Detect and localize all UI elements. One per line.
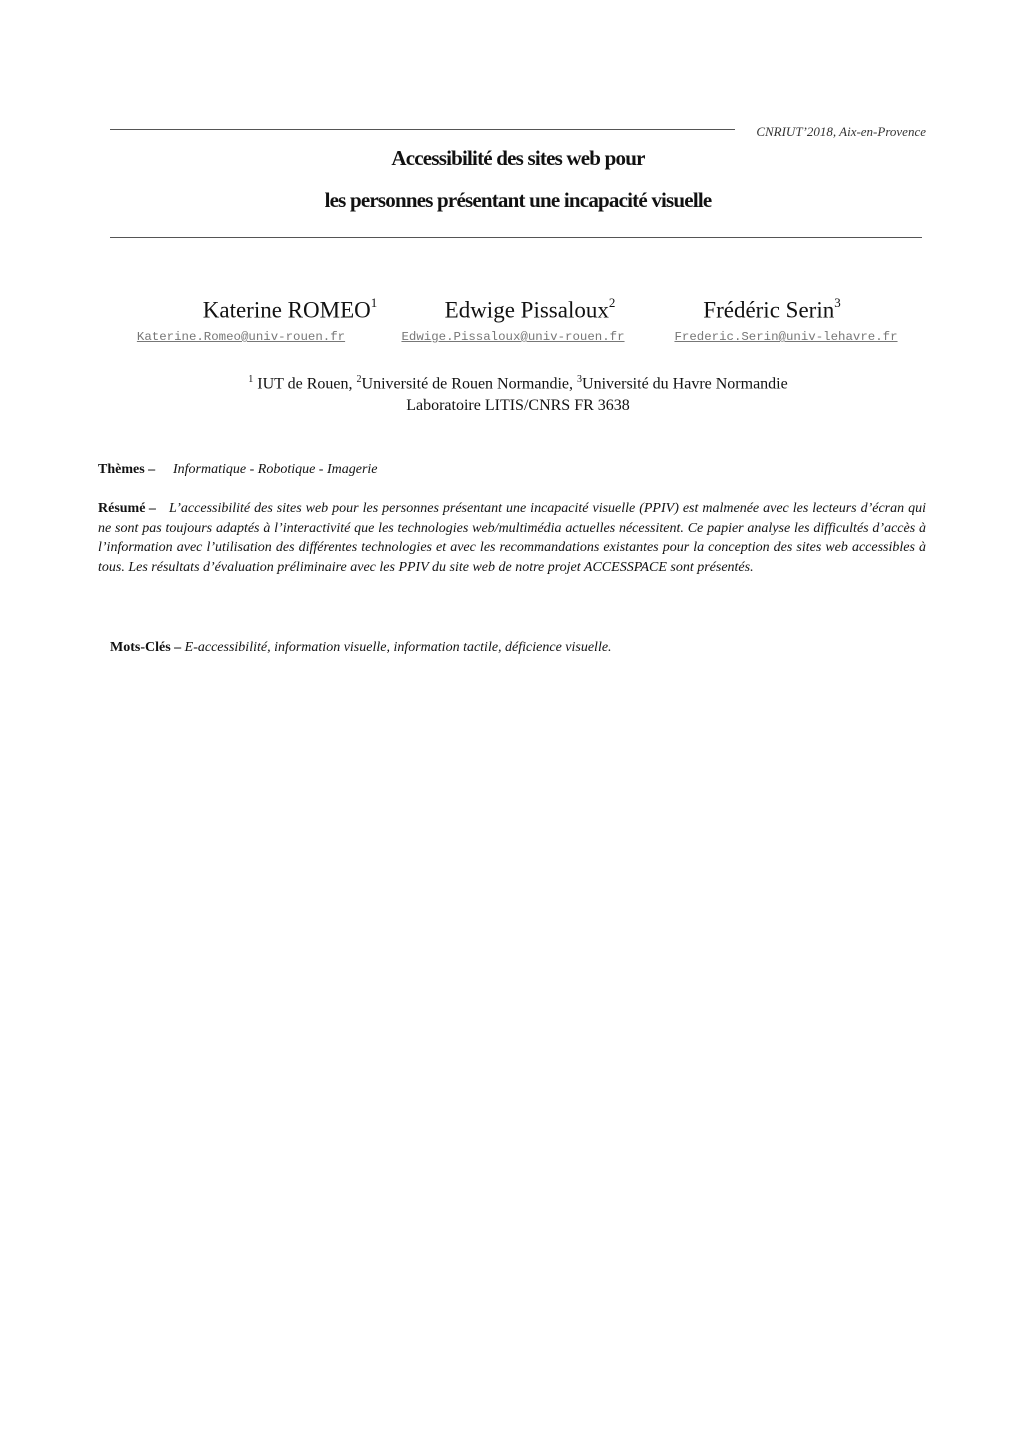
abstract-text: L’accessibilité des sites web pour les personnes présentant une incapacité visuelle (PPIV) est malmenée avec les lecteurs d’écran qui ne sont pas toujours adaptés à l’interactivité que les technologies web/multimédia actuelles nécessitent. Ce papier analyse les difficultés d’accès à l’information avec l’utilisation des différentes technologies et avec les recommandations existantes pour la conception des sites web accessibles à tous. Les résultats d’évaluation préliminaire avec les PPIV du site web de notre projet ACCESSPACE sont présentés. xyxy=(98,501,926,576)
paper-title-line-2: les personnes présentant une incapacité visuelle xyxy=(324,188,712,212)
header-rule xyxy=(110,129,735,130)
paper-title-line-1: Accessibilité des sites web pour xyxy=(391,146,645,170)
conference-header: CNRIUT’2018, Aix-en-Provence xyxy=(756,124,926,139)
author-3-email-link[interactable]: Frederic.Serin@univ-lehavre.fr xyxy=(674,330,898,344)
affiliations-line-1 xyxy=(110,374,926,393)
affil-sup-1: 1 xyxy=(248,374,254,385)
themes-label: Thèmes – xyxy=(98,462,156,477)
author-1-email-link[interactable]: Katerine.Romeo@univ-rouen.fr xyxy=(136,330,346,344)
affil-sup-2: 2 xyxy=(356,374,362,385)
author-1-sup: 1 xyxy=(370,295,378,310)
author-2-sup: 2 xyxy=(608,295,616,310)
affil-havre: Université du Havre Normandie xyxy=(582,375,788,393)
author-3-name: Frédéric Serin xyxy=(703,297,835,323)
themes-value: Informatique - Robotique - Imagerie xyxy=(173,462,378,477)
author-3 xyxy=(652,297,892,324)
affil-rouen: Université de Rouen Normandie, xyxy=(361,375,578,393)
keywords-label: Mots-Clés – xyxy=(110,640,182,655)
affil-iut: IUT de Rouen, xyxy=(253,375,357,393)
affiliations-line-2: Laboratoire LITIS/CNRS FR 3638 xyxy=(406,397,630,414)
affil-sup-3: 3 xyxy=(577,374,583,385)
author-2-name: Edwige Pissaloux xyxy=(444,297,609,323)
author-1 xyxy=(170,297,410,324)
author-2 xyxy=(410,297,650,324)
author-2-email-link[interactable]: Edwige.Pissaloux@univ-rouen.fr xyxy=(401,330,625,344)
keywords xyxy=(110,640,612,656)
author-3-sup: 3 xyxy=(834,295,841,310)
abstract-label: Résumé – xyxy=(98,501,156,516)
title-rule xyxy=(110,237,922,238)
keywords-value: E-accessibilité, information visuelle, information tactile, déficience visuelle. xyxy=(184,640,612,655)
author-1-name: Katerine ROMEO xyxy=(202,297,371,323)
